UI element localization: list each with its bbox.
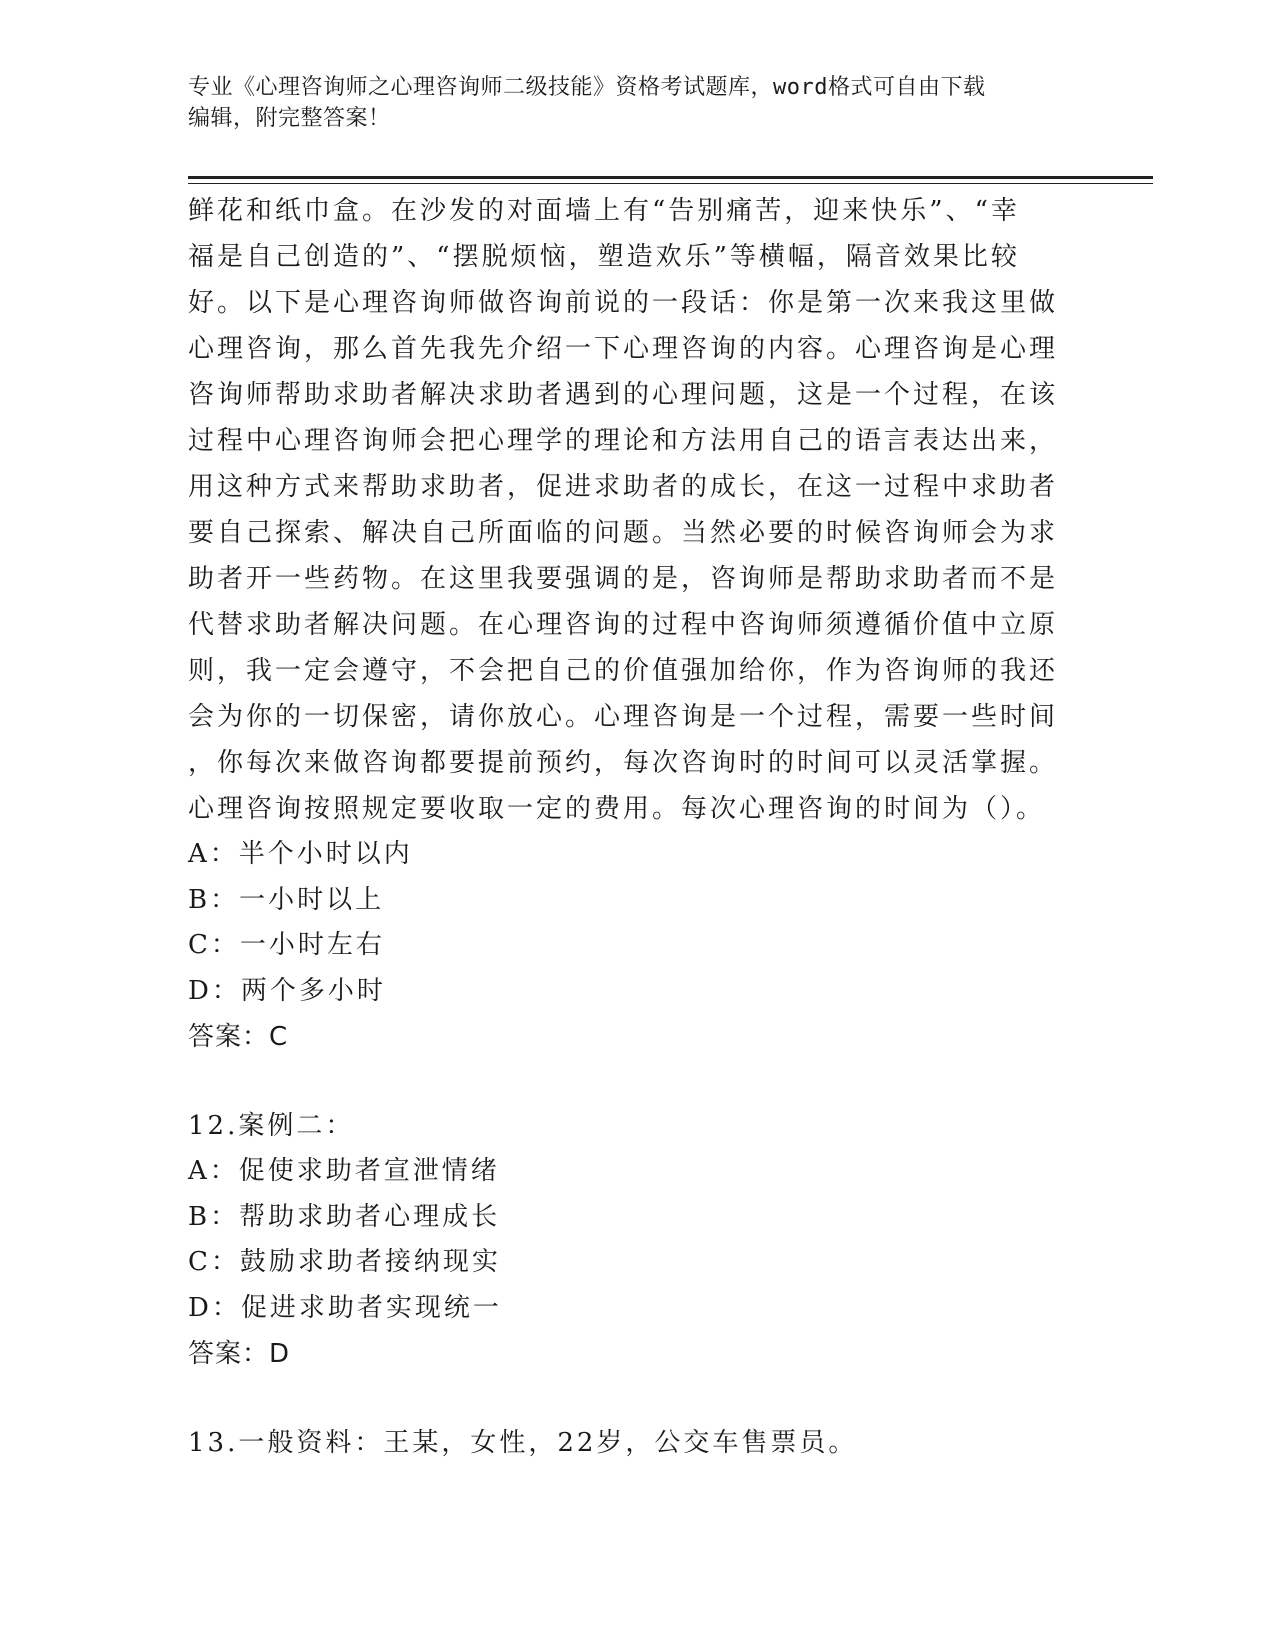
option-d: D：两个多小时 [188, 975, 386, 1006]
stem-line: 咨询师帮助求助者解决求助者遇到的心理问题，这是一个过程，在该 [188, 380, 1059, 410]
document-header [188, 72, 1078, 134]
option-d: D：促进求助者实现统一 [188, 1292, 502, 1323]
answer-label: 答案：C [188, 1022, 289, 1052]
option-a: A：促使求助者宣泄情绪 [188, 1156, 500, 1186]
stem-line: 代替求助者解决问题。在心理咨询的过程中咨询师须遵循价值中立原 [188, 610, 1059, 640]
stem-line: 要自己探索、解决自己所面临的问题。当然必要的时候咨询师会为求 [188, 518, 1059, 548]
question-title: 13.一般资料：王某，女性，22岁，公交车售票员。 [188, 1428, 858, 1458]
stem-line: 助者开一些药物。在这里我要强调的是，咨询师是帮助求助者而不是 [188, 564, 1059, 594]
stem-line: 好。以下是心理咨询师做咨询前说的一段话：你是第一次来我这里做 [188, 288, 1059, 318]
header-line-1: 专业《心理咨询师之心理咨询师二级技能》资格考试题库，word格式可自由下载 [188, 75, 986, 100]
stem-line: ，你每次来做咨询都要提前预约，每次咨询时的时间可以灵活掌握。 [188, 748, 1059, 778]
question-title: 12.案例二： [188, 1111, 355, 1141]
section-spacer [188, 1060, 1068, 1103]
option-b: B：帮助求助者心理成长 [188, 1201, 501, 1232]
question-12 [188, 1103, 1068, 1377]
stem-line: 心理咨询，那么首先我先介绍一下心理咨询的内容。心理咨询是心理 [188, 334, 1059, 364]
stem-line: 鲜花和纸巾盒。在沙发的对面墙上有“告别痛苦，迎来快乐”、“幸 [188, 196, 1020, 226]
document-body [188, 188, 1068, 1466]
option-a: A：半个小时以内 [188, 839, 413, 869]
answer-label: 答案：D [188, 1339, 291, 1369]
section-spacer [188, 1377, 1068, 1420]
option-c: C：一小时左右 [188, 930, 385, 960]
header-divider-thick [188, 176, 1153, 179]
stem-line: 过程中心理咨询师会把心理学的理论和方法用自己的语言表达出来， [188, 426, 1059, 456]
stem-line: 心理咨询按照规定要收取一定的费用。每次心理咨询的时间为（）。 [188, 794, 1046, 824]
question-11-stem [188, 188, 1068, 832]
header-divider-thin [188, 183, 1153, 184]
option-c: C：鼓励求助者接纳现实 [188, 1247, 501, 1277]
stem-line: 会为你的一切保密，请你放心。心理咨询是一个过程，需要一些时间 [188, 702, 1059, 732]
question-11 [188, 188, 1068, 1060]
stem-line: 则，我一定会遵守，不会把自己的价值强加给你，作为咨询师的我还 [188, 656, 1059, 686]
stem-line: 福是自己创造的”、“摆脱烦恼，塑造欢乐”等横幅，隔音效果比较 [188, 242, 1020, 272]
stem-line: 用这种方式来帮助求助者，促进求助者的成长，在这一过程中求助者 [188, 472, 1059, 502]
header-line-2: 编辑，附完整答案！ [188, 106, 391, 131]
option-b: B：一小时以上 [188, 884, 385, 915]
question-13 [188, 1420, 1068, 1466]
